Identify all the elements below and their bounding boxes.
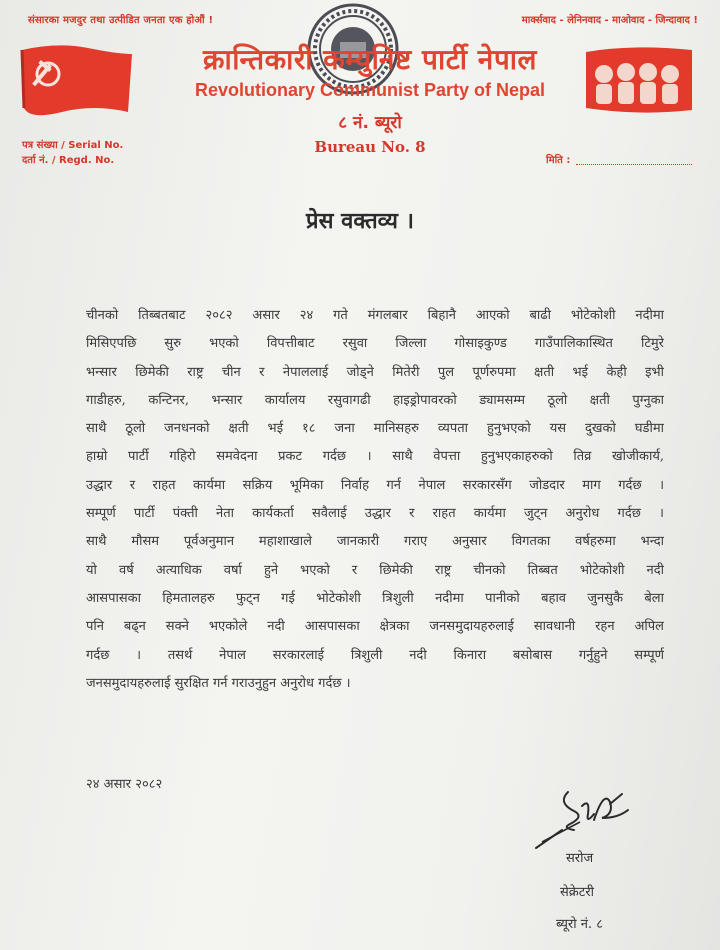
date-label: मिति : [546,155,571,166]
statement-line: उद्धार र राहत कार्यमा सक्रिय भूमिका निर्वाह गर्न नेपाल सरकारसँग जोडदार माग गर्दछ । [86,477,664,493]
statement-line: गर्दछ । तसर्थ नेपाल सरकारलाई त्रिशुली नदी किनारा बसोबास गर्नुहुने सम्पूर्ण [86,647,664,663]
leaders-portraits-icon [580,40,698,122]
signatory-role: सेक्रेटरी [560,885,595,900]
tagline-right: मार्क्सवाद - लेनिनवाद - माओवाद - जिन्दावाद ! [521,15,698,26]
handwritten-signature-icon [532,784,642,854]
statement-line: पनि बढ्न सक्ने भएकोले नदी आसपासका क्षेत्रका जनसमुदायहरुलाई सावधानी रहन अपिल [86,619,664,635]
regd-number-label: दर्ता नं. / Regd. No. [22,155,115,166]
statement-line: गाडीहरु, कन्टिनर, भन्सार कार्यालय रसुवागढी हाइड्रोपावरको ड्यामसम्म ठूलो क्षती पुग्नुका [86,392,664,408]
statement-line: भन्सार छिमेकी राष्ट्र चीन र नेपाललाई जोड्ने मितेरी पुल पूर्णरुपमा क्षती भई केही इभी [86,364,664,380]
date-field-line [576,164,692,165]
serial-regd-block [22,138,123,168]
statement-line: जनसमुदायहरुलाई सुरक्षित गर्न गराउनुहुन अनुरोध गर्दछ । [86,675,351,691]
statement-line: यो वर्ष अत्याधिक वर्षा हुने भएको र छिमेकी राष्ट्र चीनको तिब्बत भोटेकोशी नदी [86,562,664,578]
statement-line: चीनको तिब्बतबाट २०८२ असार २४ गते मंगलबार बिहानै आएको बाढी भोटेकोशी नदीमा [86,308,664,323]
signatory-bureau: ब्यूरो नं. ८ [556,917,603,932]
bureau-english: Bureau No. 8 [314,138,426,156]
statement-line: मिसिएपछि सुरु भएको विपत्तीबाट रसुवा जिल्ला गोसाइकुण्ड गाउँपालिकास्थित टिमुरे [86,336,664,352]
statement-line: साथै ठूलो जनधनको क्षती भई १८ जना मानिसहरु व्यपता हुनुभएको यस दुखको घडीमा [86,421,664,437]
bureau-nepali: ८ नं. ब्यूरो [338,113,402,133]
signatory-name: सरोज [566,851,594,866]
statement-title: प्रेस वक्तव्य । [306,209,414,234]
statement-body [86,302,664,698]
serial-number-label: पत्र संख्या / Serial No. [22,140,124,151]
party-name-nepali: क्रान्तिकारी कम्युनिष्ट पार्टी नेपाल [203,43,537,76]
hammer-sickle-flag-icon [18,40,136,122]
statement-date: २४ असार २०८२ [86,777,163,792]
statement-line: हाम्रो पार्टी गहिरो समवेदना प्रकट गर्दछ । साथै वेपत्ता हुनुभएकाहरुको तिव्र खोजीकार्य, [86,449,664,465]
party-name-english: Revolutionary Communist Party of Nepal [194,80,546,100]
statement-line: साथै मौसम पूर्वअनुमान महाशाखाले जानकारी गराए अनुसार विगतका वर्षहरुमा भन्दा [86,534,664,550]
statement-line: सम्पूर्ण पार्टी पंक्ती नेता कार्यकर्ता सवैलाई उद्धार र राहत कार्यमा जुट्न अनुरोध गर्दछ । [86,506,664,522]
statement-line: आसपासका हिमतालहरु फुट्न गई भोटेकोशी त्रिशुली नदीमा पानीको बहाव जुनसुकै बेला [86,590,664,606]
tagline-left: संसारका मजदुर तथा उत्पीडित जनता एक होऔं ! [28,15,214,26]
